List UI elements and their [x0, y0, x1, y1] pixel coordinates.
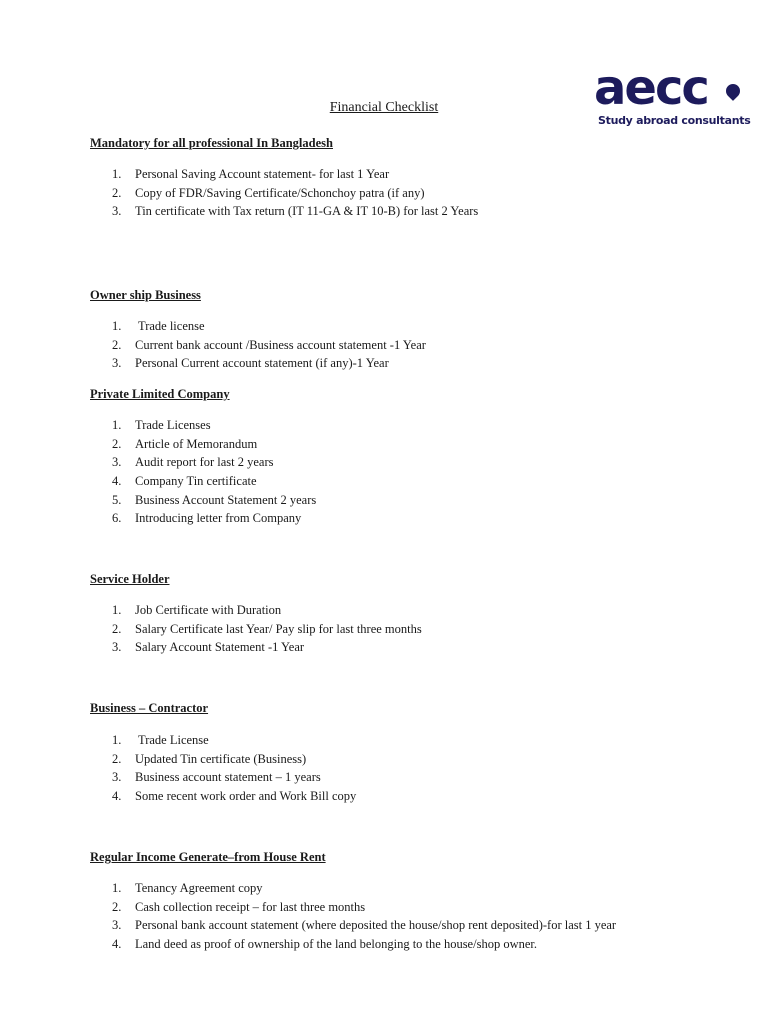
logo-tagline: Study abroad consultants [598, 114, 751, 127]
list-item [90, 935, 730, 954]
list-item [90, 491, 730, 510]
list-item [90, 165, 730, 184]
item-number: 5. [112, 492, 122, 507]
logo-speech-dot-icon [723, 81, 743, 101]
item-text: Trade license [138, 319, 205, 333]
logo-wordmark: aecc [594, 60, 708, 116]
item-number: 6. [112, 511, 122, 526]
list-item [90, 750, 730, 769]
item-number: 3. [112, 455, 122, 470]
list-item [90, 601, 730, 620]
list-item [90, 184, 730, 203]
page-title: Financial Checklist [329, 100, 439, 115]
list-item [90, 202, 730, 221]
item-number: 1. [112, 167, 122, 181]
item-number: 1. [112, 603, 122, 617]
item-text: Business account statement – 1 years [135, 770, 321, 785]
item-number: 1. [112, 319, 122, 333]
list-item [90, 916, 730, 935]
item-text: Updated Tin certificate (Business) [135, 751, 307, 766]
section-heading: Owner ship Business [90, 288, 201, 302]
checklist [90, 165, 730, 221]
item-number: 2. [112, 436, 122, 451]
list-item [90, 509, 730, 528]
section-regular-income-house-rent [90, 849, 730, 954]
section-heading: Regular Income Generate–from House Rent [90, 850, 326, 864]
item-text: Article of Memorandum [135, 436, 258, 451]
list-item [90, 354, 730, 373]
item-text: Trade Licenses [135, 418, 211, 432]
item-number: 1. [112, 733, 122, 747]
list-item [90, 898, 730, 917]
item-text: Personal Saving Account statement- for last 1 Year [135, 167, 390, 181]
section-ownership-business [90, 287, 730, 373]
list-item [90, 879, 730, 898]
item-number: 3. [112, 204, 122, 219]
item-text: Introducing letter from Company [135, 511, 302, 526]
list-item [90, 768, 730, 787]
item-text: Some recent work order and Work Bill copy [135, 789, 357, 804]
list-item [90, 453, 730, 472]
section-heading: Business – Contractor [90, 701, 209, 715]
item-number: 4. [112, 937, 122, 952]
item-text: Audit report for last 2 years [135, 455, 274, 470]
section-business-contractor [90, 700, 730, 806]
item-number: 2. [112, 337, 122, 352]
item-text: Personal bank account statement (where deposited the house/shop rent deposited)-for last 1 year [135, 918, 617, 933]
list-item [90, 435, 730, 454]
item-number: 1. [112, 881, 122, 895]
item-text: Salary Certificate last Year/ Pay slip for last three months [135, 621, 422, 636]
section-mandatory [90, 135, 730, 221]
item-number: 2. [112, 751, 122, 766]
item-text: Job Certificate with Duration [135, 603, 282, 617]
item-text: Company Tin certificate [135, 474, 257, 489]
list-item [90, 620, 730, 639]
list-item [90, 731, 730, 750]
item-number: 3. [112, 918, 122, 933]
item-text: Cash collection receipt – for last three months [135, 899, 366, 914]
item-text: Salary Account Statement -1 Year [135, 640, 305, 655]
item-number: 3. [112, 640, 122, 655]
section-heading: Mandatory for all professional In Bangladesh [90, 136, 333, 150]
list-item [90, 787, 730, 806]
checklist [90, 731, 730, 806]
item-number: 4. [112, 789, 122, 804]
item-text: Personal Current account statement (if any)-1 Year [135, 356, 389, 371]
item-number: 4. [112, 474, 122, 489]
checklist [90, 601, 730, 657]
section-heading: Service Holder [90, 572, 170, 586]
section-heading: Private Limited Company [90, 387, 230, 401]
item-text: Trade License [138, 733, 209, 747]
list-item [90, 336, 730, 355]
item-number: 3. [112, 770, 122, 785]
list-item [90, 317, 730, 336]
checklist [90, 317, 730, 373]
list-item [90, 472, 730, 491]
section-private-limited-company [90, 386, 730, 528]
list-item [90, 638, 730, 657]
item-text: Land deed as proof of ownership of the land belonging to the house/shop owner. [135, 937, 537, 952]
item-text: Tenancy Agreement copy [135, 881, 263, 895]
list-item [90, 416, 730, 435]
section-service-holder [90, 571, 730, 657]
item-number: 1. [112, 418, 122, 432]
item-text: Current bank account /Business account statement -1 Year [135, 337, 426, 352]
item-text: Business Account Statement 2 years [135, 492, 317, 507]
checklist [90, 416, 730, 528]
item-number: 2. [112, 899, 122, 914]
item-number: 2. [112, 185, 122, 200]
item-number: 3. [112, 356, 122, 371]
item-text: Copy of FDR/Saving Certificate/Schonchoy patra (if any) [135, 185, 425, 200]
item-text: Tin certificate with Tax return (IT 11-GA & IT 10-B) for last 2 Years [135, 204, 479, 219]
checklist [90, 879, 730, 954]
item-number: 2. [112, 621, 122, 636]
